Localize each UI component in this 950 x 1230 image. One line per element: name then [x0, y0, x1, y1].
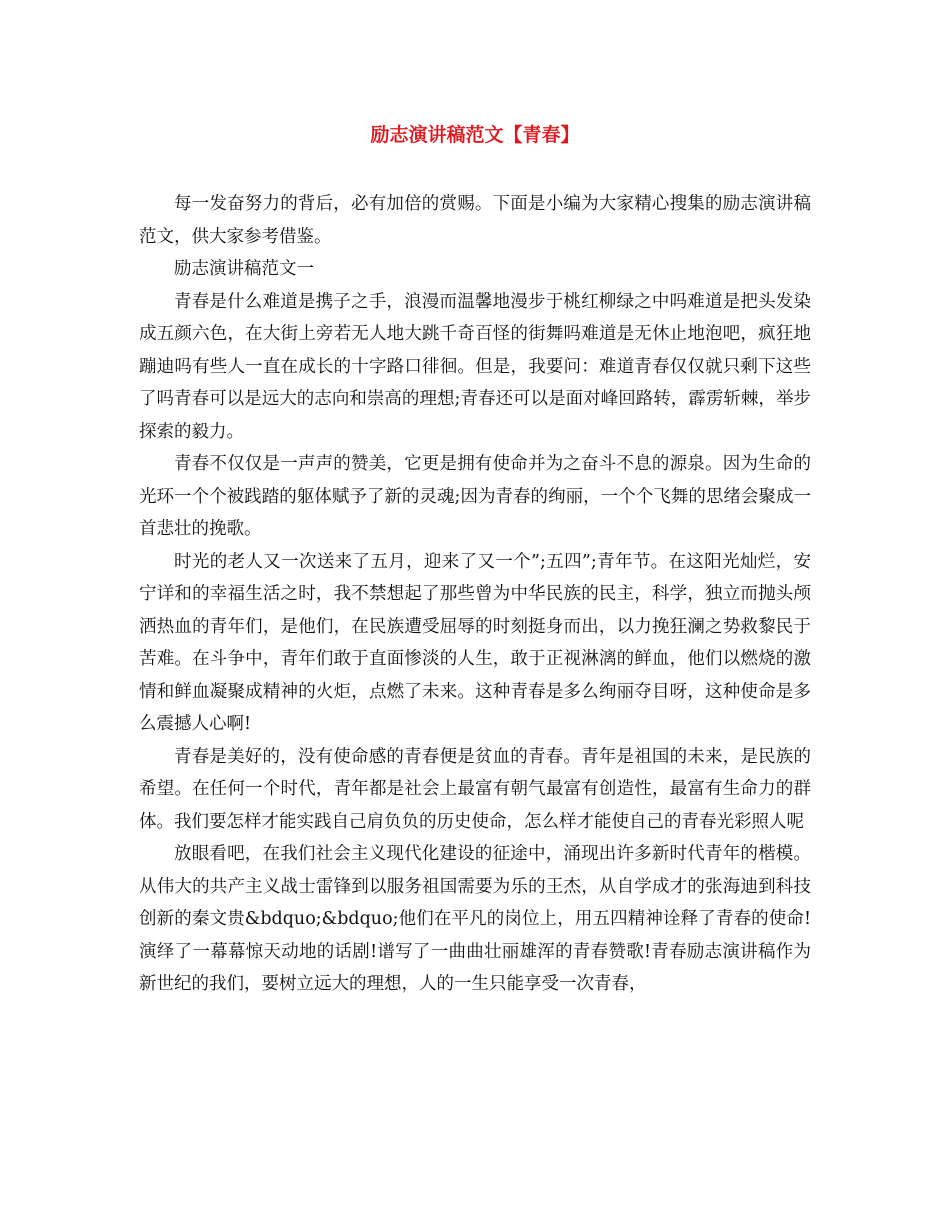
section-heading: 励志演讲稿范文一 [174, 259, 314, 279]
body-paragraph: 青春是什么难道是携子之手，浪漫而温馨地漫步于桃红柳绿之中吗难道是把头发染成五颜六色，在大街上旁若无人地大跳千奇百怪的街舞吗难道是无休止地泡吧，疯狂地蹦迪吗有些人一直在成长的十字路口徘徊。但是，我要问：难道青春仅仅就只剩下这些了吗青春可以是远大的志向和崇高的理想;青春还可以是面对峰回路转，霹雳斩棘，举步探索的毅力。 [139, 291, 811, 442]
body-paragraph: 青春不仅仅是一声声的赞美，它更是拥有使命并为之奋斗不息的源泉。因为生命的光环一个个被践踏的躯体赋予了新的灵魂;因为青春的绚丽，一个个飞舞的思绪会聚成一首悲壮的挽歌。 [139, 454, 811, 539]
body-paragraph: 青春是美好的，没有使命感的青春便是贫血的青春。青年是祖国的未来，是民族的希望。在任何一个时代，青年都是社会上最富有朝气最富有创造性，最富有生命力的群体。我们要怎样才能实践自己肩负负的历史使命，怎么样才能使自己的青春光彩照人呢 [139, 746, 811, 832]
body-paragraph: 时光的老人又一次送来了五月，迎来了又一个”;五四”;青年节。在这阳光灿烂，安宁详和的幸福生活之时，我不禁想起了那些曾为中华民族的民主，科学，独立而抛头颅洒热血的青年们，是他们，在民族遭受屈辱的时刻挺身而出，以力挽狂澜之势救黎民于苦难。在斗争中，青年们敢于直面惨淡的人生，敢于正视淋漓的鲜血，他们以燃烧的激情和鲜血凝聚成精神的火炬，点燃了未来。这种青春是多么绚丽夺目呀，这种使命是多么震撼人心啊! [139, 551, 811, 734]
document-title: 励志演讲稿范文【青春】 [370, 124, 580, 146]
intro-paragraph: 每一发奋努力的背后，必有加倍的赏赐。下面是小编为大家精心搜集的励志演讲稿范文，供大家参考借鉴。 [139, 194, 811, 247]
body-paragraph: 放眼看吧，在我们社会主义现代化建设的征途中，涌现出许多新时代青年的楷模。从伟大的共产主义战士雷锋到以服务祖国需要为乐的王杰，从自学成才的张海迪到科技创新的秦文贵&bdquo;&bdquo;他们在平凡的岗位上，用五四精神诠释了青春的使命!演绎了一幕幕惊天动地的话剧!谱写了一曲曲壮丽雄浑的青春赞歌!青春励志演讲稿作为新世纪的我们，要树立远大的理想，人的一生只能享受一次青春， [139, 844, 811, 994]
document-body [139, 188, 811, 1001]
